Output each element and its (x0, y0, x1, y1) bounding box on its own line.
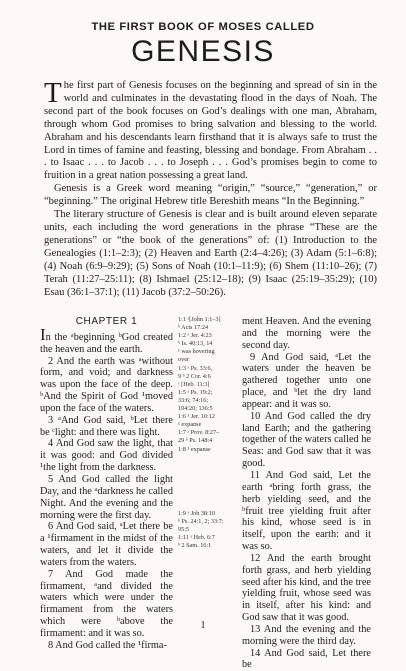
cross-reference: 1:7 ᵃ Prov. 8:27– (178, 429, 220, 437)
verse: 11 And God said, Let the earth ᵃbring forth grass, the herb yielding seed, and the ᵇfruit tree yielding fruit after his kind, whose seed is in itself, upon the earth: and it was so. (242, 469, 371, 553)
cross-reference-spacer (178, 478, 236, 486)
verse: 8 And God called the ¹firma- (48, 639, 167, 651)
cross-reference: ¹ expanse (178, 421, 202, 429)
cross-reference: 1:3 ᵃ Ps. 33:6, (178, 364, 213, 372)
drop-cap: T (44, 77, 62, 109)
cross-reference-spacer (178, 470, 236, 478)
cross-reference: 104:20; 136:5 (178, 405, 213, 413)
verse: 3 ᵃAnd God said, ᵇLet there be ᶜlight: and there was light. (40, 414, 173, 438)
cross-reference: 1:9 ᵃ Job 38:10 (178, 509, 215, 517)
cross-reference: 1:2 ᵃ Jer. 4:23 (178, 332, 212, 340)
verse: 10 And God called the dry land Earth; and the gathering together of the waters called he Seas: and God saw that it was good. (242, 410, 371, 470)
cross-reference: ᵇ Is. 40:13, 14 (178, 340, 213, 348)
intro-paragraph: The literary structure of Genesis is clear and is built around eleven separate units, each including the word generations in the phrase “These are the generations” or “the book of the generations” of: (1) Introduction to the Genealogies (1:1–2:3); (2) Heaven and Earth (2:4–4:26); (3) Adam (5:1–6:8); (4) Noah (6:9–9:29); (5) Sons of Noah (10:1–11:9); (6) Shem (11:10–26); (7) Terah (11:27–25:11); (8) Ishmael (25:12–18); (9) Isaac (25:19–35:29); (10) Esau (36:1–37:1); (11) Jacob (37:2–50:26). (44, 209, 377, 298)
book-introduction (44, 77, 377, 299)
chapter-title: CHAPTER 1 (75, 316, 138, 327)
verse: 7 And God made the firmament, ᵃand divided the waters which were under the firmament from the waters which were ᵇabove the firmament: and it was so. (40, 568, 173, 639)
intro-paragraph: Genesis is a Greek word meaning “origin,” “source,” “generation,” or “beginning.” The original Hebrew title Bereshith means “In the Beginning.” (44, 183, 377, 208)
verse: ment Heaven. And the evening and the morning were the second day. (242, 316, 371, 351)
cross-reference: ᵇ 2 Sam. 16:1 (178, 541, 212, 549)
cross-reference: 1:11 ᵃ Heb. 6:7 (178, 533, 215, 541)
verse: 5 And God called the light Day, and the ᵃdarkness he called Night. And the evening and the morning were the first day. (40, 473, 173, 521)
cross-reference: 9 ᵇ 2 Cor. 4:6 (178, 372, 211, 380)
cross-reference: ᵇ Ps. 24:1, 2; 33:7; (178, 517, 224, 525)
cross-reference: 1:6 ¹ Jer. 10:12 (178, 413, 215, 421)
cross-reference: 1:5 ᵃ Ps. 19:2; (178, 388, 213, 396)
cross-reference: ᵇ Acts 17:24 (178, 324, 209, 332)
verse: 14 And God said, Let there be (242, 647, 371, 671)
cross-reference-spacer (178, 486, 236, 494)
verse: 9 And God said, ᵃLet the waters under the heaven be gathered together unto one place, and ᵇlet the dry land appear: and it was so. (242, 351, 371, 410)
cross-reference: 29 ᵇ Ps. 148:4 (178, 437, 213, 445)
cross-reference-spacer (178, 494, 236, 502)
cross-reference-spacer (178, 454, 236, 462)
book-title: GENESIS (131, 35, 275, 68)
cross-reference-spacer (178, 502, 236, 510)
verse: 2 And the earth was ᵃwithout form, and void; and darkness was upon the face of the deep. ᵇAnd the Spirit of God ¹moved upon the face of the waters. (40, 355, 173, 414)
verse-text: n the ᵃbeginning ᵇGod created the heaven and the earth. (40, 331, 173, 355)
book-heading: THE FIRST BOOK OF MOSES CALLED (91, 21, 315, 33)
verse (40, 324, 173, 356)
verse: 13 And the evening and the morning were the third day. (242, 623, 371, 647)
page-number: 1 (200, 620, 206, 631)
cross-reference: 1:1 ᵃ[John 1:1–3] (178, 316, 221, 323)
intro-paragraph (44, 77, 377, 183)
scripture-column-left (40, 316, 173, 652)
scripture-column-right (242, 316, 371, 671)
cross-reference: 1:8 ¹ expanse (178, 445, 211, 453)
cross-reference: ᶜ [Heb. 11:3] (178, 380, 210, 388)
cross-reference: ¹ was hovering (178, 348, 215, 356)
cross-reference: 33:6; 74:16; (178, 396, 209, 404)
cross-reference: 95:5 (178, 525, 190, 533)
intro-text: he first part of Genesis focuses on the beginning and spread of sin in the world and culminates in the devastating flood in the days of Noah. The second part of the book focuses on God’s dealings with one man, Abraham, through whom God promises to bring salvation and blessing to the world. Abraham and his descendants learn firsthand that it is always safe to trust the Lord in times of famine and feasting, blessing and bondage. From Abraham . . . to Isaac . . . to Jacob . . . to Joseph . . . God’s promises begin to come to fruition in a great nation possessing a great land. (44, 80, 377, 182)
verse: 4 And God saw the light, that it was good: and God divided ¹the light from the darkness. (40, 438, 173, 474)
cross-reference-spacer (178, 462, 236, 470)
cross-reference: over (178, 356, 189, 364)
verse: 12 And the earth brought forth grass, and herb yielding seed after his kind, and the tree yielding fruit, whose seed was in itself, after his kind: and God saw that it was good. (242, 552, 371, 624)
cross-reference-column (178, 316, 236, 550)
verse-drop-letter: I (40, 324, 46, 344)
verse: 6 And God said, ᵃLet there be a ¹firmament in the midst of the waters, and let it divide the waters from the waters. (40, 521, 173, 568)
